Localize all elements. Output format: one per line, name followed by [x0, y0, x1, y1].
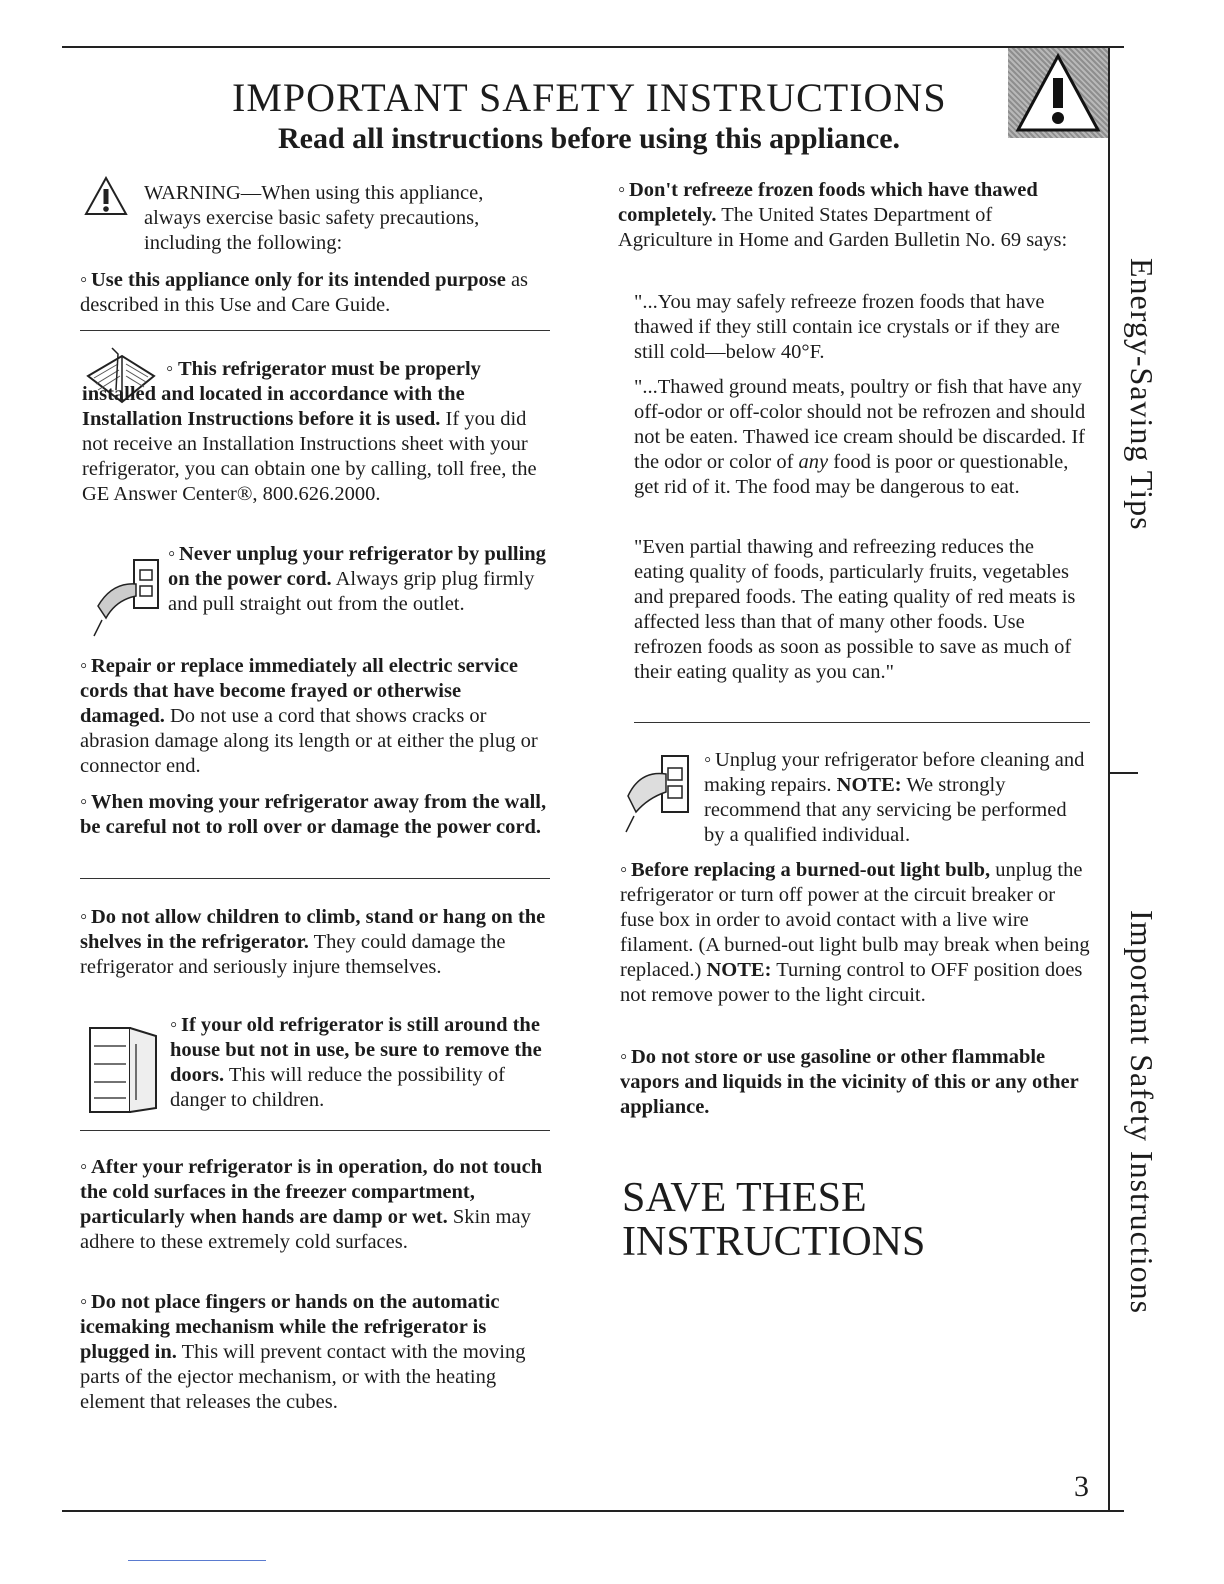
- unplug-cord-bold: Never unplug your refrigerator by pulling on the power cord.: [168, 543, 546, 590]
- unplug-before-cleaning-item: ◦ Unplug your refrigerator before cleaning and making repairs. NOTE: We strongly recommend that any servicing be performed by a qualified individual.: [704, 749, 1085, 846]
- icemaker-item: ◦ Do not place fingers or hands on the automatic icemaking mechanism while the refrigerator is plugged in. This will prevent contact with the moving parts of the ejector mechanism, or with the heating element that releases the cubes.: [80, 1291, 526, 1413]
- icemaker-bold: Do not place fingers or hands on the automatic icemaking mechanism while the refrigerator is plugged in.: [80, 1291, 500, 1363]
- note-label: NOTE:: [706, 959, 772, 981]
- intended-purpose-bold: Use this appliance only for its intended purpose: [91, 269, 506, 291]
- old-refrigerator-bold: If your old refrigerator is still around the house but not in use, be sure to remove the doors.: [170, 1014, 542, 1086]
- installation-text: If you did not receive an Installation Instructions sheet with your refrigerator, you can obtain one by calling, toll free, the GE Answer Center®, 800.626.2000.: [82, 408, 537, 505]
- tab-important-safety-instructions[interactable]: Important Safety Instructions: [1124, 910, 1160, 1315]
- quote-3: "Even partial thawing and refreezing reduces the eating quality of foods, particularly fruits, vegetables and prepared foods. The eating quality of red meats is affected less than that of many other foods. Use refrozen foods as soon as possible to save as much of their eating quality as you can.": [634, 536, 1076, 683]
- installation-bold: This refrigerator must be properly installed and located in accordance with the Installation Instructions before it is used.: [82, 358, 481, 430]
- tab-energy-saving-tips[interactable]: Energy-Saving Tips: [1124, 258, 1160, 531]
- cold-surfaces-bold: After your refrigerator is in operation, do not touch the cold surfaces in the freezer compartment, particularly when hands are damp or wet.: [80, 1156, 543, 1228]
- refreeze-item: ◦ Don't refreeze frozen foods which have thawed completely. The United States Department of Agriculture in Home and Garden Bulletin No. 69 says:: [618, 179, 1068, 251]
- children-text: They could damage the refrigerator and seriously injure themselves.: [80, 931, 506, 978]
- quote-1: "...You may safely refreeze frozen foods that have thawed if they still contain ice crystals or if they are still cold—below 40°F.: [634, 291, 1060, 363]
- repair-cords-text: Do not use a cord that shows cracks or abrasion damage along its length or at either the plug or connector end.: [80, 705, 538, 777]
- divider: [80, 330, 550, 331]
- scan-mark: [128, 1560, 266, 1561]
- emphasis-any: any: [798, 451, 829, 473]
- unplug-cord-text: Always grip plug firmly and pull straight out from the outlet.: [168, 568, 535, 615]
- page-subtitle: Read all instructions before using this appliance.: [278, 122, 901, 155]
- unplug-cord-item: ◦ Never unplug your refrigerator by pulling on the power cord. Always grip plug firmly and pull straight out from the outlet.: [168, 543, 546, 615]
- children-bold: Do not allow children to climb, stand or hang on the shelves in the refrigerator.: [80, 906, 546, 953]
- servicing-text: We strongly recommend that any servicing be performed by a qualified individual.: [704, 774, 1067, 846]
- warning-text: —When using this appliance, always exercise basic safety precautions, including the following:: [144, 182, 484, 254]
- quote-2: "...Thawed ground meats, poultry or fish that have any off-odor or off-color should not be refrozen and should not be eaten. Thawed ice cream should be discarded. If the odor or color of any food is poor or questionable, get rid of it. The food may be dangerous to eat.: [634, 376, 1086, 498]
- page-title: IMPORTANT SAFETY INSTRUCTIONS: [232, 75, 947, 120]
- intended-purpose-text: as described in this Use and Care Guide.: [80, 269, 529, 316]
- divider: [80, 878, 550, 879]
- old-refrigerator-item: ◦ If your old refrigerator is still around the house but not in use, be sure to remove the doors. This will reduce the possibility of danger to children.: [170, 1014, 542, 1111]
- unplug-before-cleaning-text: Unplug your refrigerator before cleaning and making repairs.: [704, 749, 1085, 796]
- light-bulb-bold: Before replacing a burned-out light bulb,: [631, 859, 991, 881]
- light-bulb-note: Turning control to OFF position does not remove power to the light circuit.: [620, 959, 1083, 1006]
- warning-triangle-icon: [1008, 48, 1108, 138]
- moving-bold: When moving your refrigerator away from the wall, be careful not to roll over or damage the power cord.: [80, 791, 547, 838]
- installation-paragraph: [82, 357, 552, 507]
- cold-surfaces-text: Skin may adhere to these extremely cold surfaces.: [80, 1206, 531, 1253]
- divider: [80, 1130, 550, 1131]
- divider: [634, 722, 1090, 723]
- gasoline-bold: Do not store or use gasoline or other flammable vapors and liquids in the vicinity of this or any other appliance.: [620, 1046, 1079, 1118]
- light-bulb-text: unplug the refrigerator or turn off power at the circuit breaker or fuse box in order to avoid contact with a live wire filament. (A burned-out light bulb may break when being replaced.): [620, 859, 1090, 981]
- refreeze-bold: Don't refreeze frozen foods which have thawed completely.: [618, 179, 1038, 226]
- unplug-hand-icon: [622, 752, 700, 836]
- refrigerator-icon: [86, 1024, 162, 1116]
- moving-item: ◦ When moving your refrigerator away from the wall, be careful not to roll over or damage the power cord.: [80, 791, 547, 838]
- old-refrigerator-text: This will reduce the possibility of danger to children.: [170, 1064, 506, 1111]
- installation-item: ◦: [166, 358, 174, 380]
- warning-label: WARNING: [144, 182, 241, 204]
- light-bulb-item: ◦ Before replacing a burned-out light bulb, unplug the refrigerator or turn off power at the circuit breaker or fuse box in order to avoid contact with a live wire filament. (A burned-out light bulb may break when being replaced.) NOTE: Turning control to OFF position does not remove power to the light circuit.: [620, 859, 1090, 1006]
- children-item: ◦ Do not allow children to climb, stand or hang on the shelves in the refrigerator. They could damage the refrigerator and seriously injure themselves.: [80, 906, 546, 978]
- plug-outlet-icon: [92, 556, 164, 640]
- warning-badge: [1008, 48, 1108, 138]
- refreeze-text: The United States Department of Agriculture in Home and Garden Bulletin No. 69 says:: [618, 204, 1068, 251]
- bottom-rule: [62, 1510, 1124, 1512]
- intended-purpose-item: ◦ Use this appliance only for its intended purpose as described in this Use and Care Guide.: [80, 269, 529, 316]
- repair-cords-bold: Repair or replace immediately all electric service cords that have become frayed or otherwise damaged.: [80, 655, 518, 727]
- warning-paragraph: [144, 181, 514, 256]
- repair-cords-item: ◦ Repair or replace immediately all electric service cords that have become frayed or otherwise damaged. Do not use a cord that shows cracks or abrasion damage along its length or at either the plug or connector end.: [80, 655, 538, 777]
- cold-surfaces-item: ◦ After your refrigerator is in operation, do not touch the cold surfaces in the freezer compartment, particularly when hands are damp or wet. Skin may adhere to these extremely cold surfaces.: [80, 1156, 543, 1253]
- side-tab-divider: [1108, 772, 1138, 774]
- warning-triangle-icon: [84, 176, 128, 216]
- top-rule: [62, 46, 1124, 48]
- gasoline-item: ◦ Do not store or use gasoline or other flammable vapors and liquids in the vicinity of this or any other appliance.: [620, 1046, 1079, 1118]
- page-number: 3: [1074, 1470, 1089, 1503]
- note-label: NOTE:: [836, 774, 902, 796]
- save-instructions-heading: SAVE THESE INSTRUCTIONS: [622, 1175, 926, 1265]
- icemaker-text: This will prevent contact with the moving parts of the ejector mechanism, or with the heating element that releases the cubes.: [80, 1341, 526, 1413]
